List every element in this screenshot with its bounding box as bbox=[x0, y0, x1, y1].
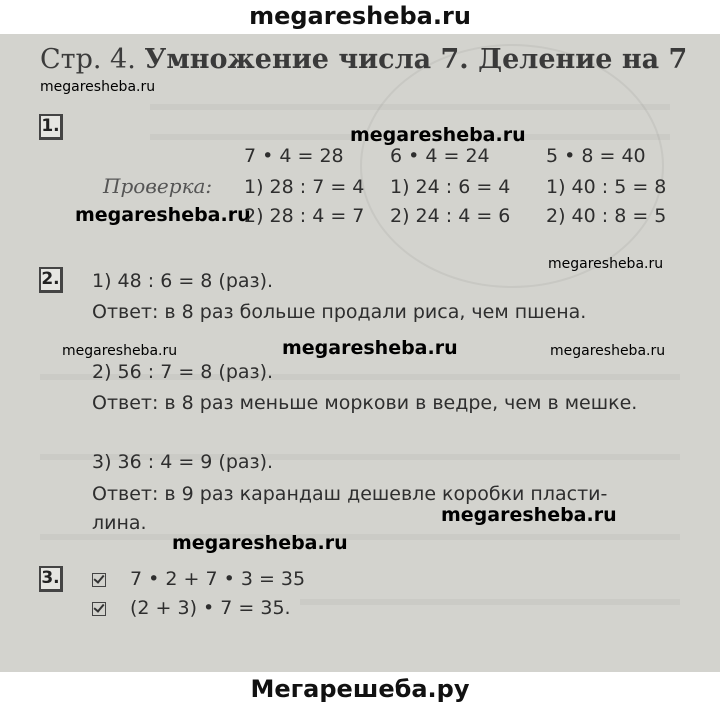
watermark-bold: megaresheba.ru bbox=[350, 124, 526, 146]
check-2-2: 2) 24 : 4 = 6 bbox=[390, 205, 511, 227]
check-2-1: 1) 24 : 6 = 4 bbox=[390, 176, 511, 198]
task3-line1: 7 • 2 + 7 • 3 = 35 bbox=[130, 568, 306, 590]
watermark-small: megaresheba.ru bbox=[550, 343, 666, 359]
task2-answer3-line1: Ответ: в 9 раз карандаш дешевле коробки пласти- bbox=[92, 483, 608, 505]
task2-answer2: Ответ: в 8 раз меньше моркови в ведре, чем в мешке. bbox=[92, 392, 638, 414]
check-label: Проверка: bbox=[103, 174, 213, 198]
task3-line2: (2 + 3) • 7 = 35. bbox=[130, 597, 291, 619]
page-title bbox=[40, 44, 687, 75]
task-number-box: 1. bbox=[39, 114, 63, 140]
product-3: 5 • 8 = 40 bbox=[546, 145, 646, 167]
check-3-1: 1) 40 : 5 = 8 bbox=[546, 176, 667, 198]
watermark-small: megaresheba.ru bbox=[62, 343, 178, 359]
watermark-bold: megaresheba.ru bbox=[75, 204, 251, 226]
task2-part3: 3) 36 : 4 = 9 (раз). bbox=[92, 451, 274, 473]
watermark-bold: megaresheba.ru bbox=[172, 532, 348, 554]
watermark-bottom: Мегарешеба.ру bbox=[0, 672, 720, 707]
watermark-small: megaresheba.ru bbox=[40, 79, 156, 95]
task2-answer3-line2: лина. bbox=[92, 512, 147, 534]
watermark-bold: megaresheba.ru bbox=[282, 337, 458, 359]
task2-part1: 1) 48 : 6 = 8 (раз). bbox=[92, 270, 274, 292]
task2-part2: 2) 56 : 7 = 8 (раз). bbox=[92, 361, 274, 383]
task-number-box: 2. bbox=[39, 267, 63, 293]
check-3-2: 2) 40 : 8 = 5 bbox=[546, 205, 667, 227]
bleed-through-line bbox=[300, 599, 680, 619]
product-1: 7 • 4 = 28 bbox=[244, 145, 344, 167]
check-1-2: 2) 28 : 4 = 7 bbox=[244, 205, 365, 227]
task2-answer1: Ответ: в 8 раз больше продали риса, чем пшена. bbox=[92, 301, 587, 323]
topic-title: Умножение числа 7. Деление на 7 bbox=[144, 44, 688, 75]
watermark-bold: megaresheba.ru bbox=[441, 504, 617, 526]
product-2: 6 • 4 = 24 bbox=[390, 145, 490, 167]
check-1-1: 1) 28 : 7 = 4 bbox=[244, 176, 365, 198]
page-number: Стр. 4. bbox=[40, 44, 136, 75]
textbook-page bbox=[0, 34, 720, 672]
bleed-through-line bbox=[150, 104, 670, 124]
bleed-through-line bbox=[40, 534, 680, 554]
watermark-top: megaresheba.ru bbox=[0, 0, 720, 34]
checkbox-checked-icon bbox=[92, 573, 106, 587]
task-number-box: 3. bbox=[39, 566, 63, 592]
watermark-small: megaresheba.ru bbox=[548, 256, 664, 272]
checkbox-checked-icon bbox=[92, 602, 106, 616]
